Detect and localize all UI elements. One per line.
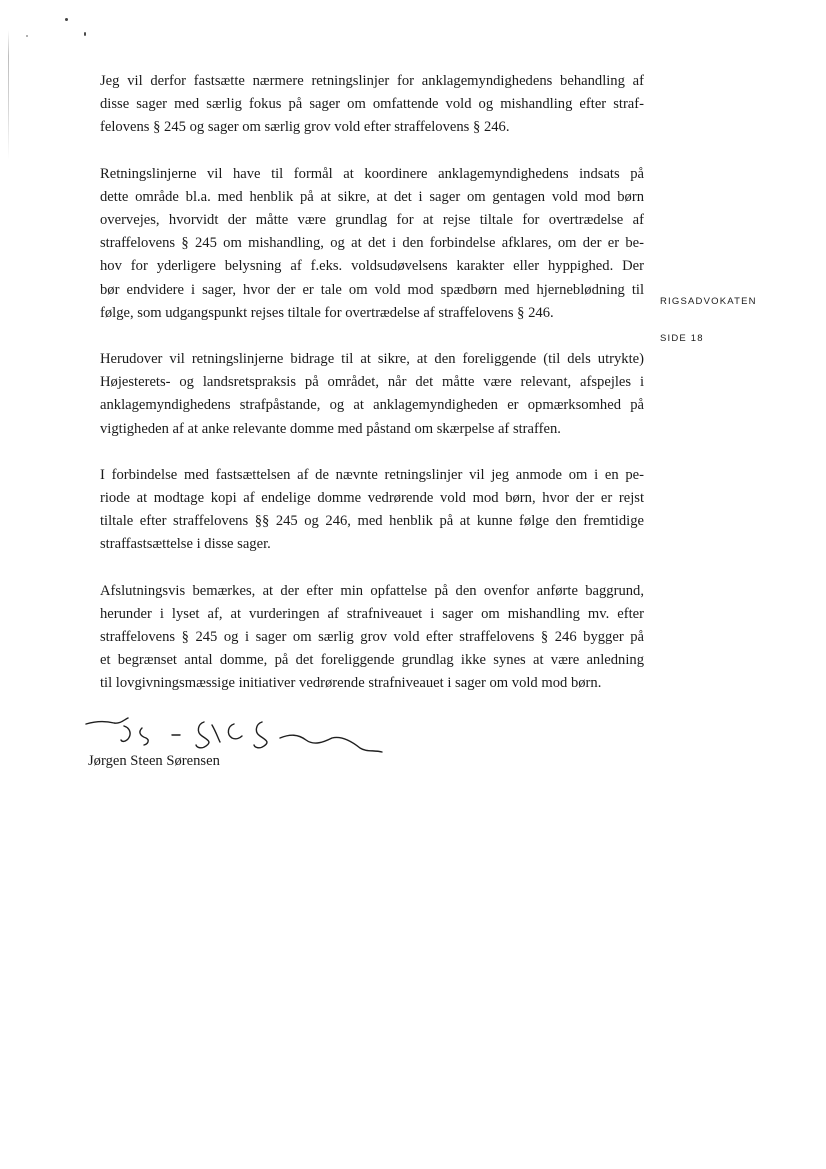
text-line: I forbindelse med fastsættelsen af de nævnte retningslinjer vil jeg anmode om i en pe- <box>100 466 644 483</box>
paragraph-3 <box>100 348 644 441</box>
text-line: Jeg vil derfor fastsætte nærmere retningslinjer for anklagemyndighedens behandling af <box>100 73 644 89</box>
text-line: straffastsættelse i disse sager. <box>100 536 271 553</box>
paragraph-1 <box>100 70 644 140</box>
scan-speck <box>65 18 68 21</box>
text-line: herunder i lyset af, at vurderingen af strafniveauet i sager om mishandling mv. efter <box>100 605 644 622</box>
text-line: anklagemyndighedens strafpåstande, og at anklagemyndigheden er opmærksomhed på <box>100 397 644 414</box>
text-line: til lovgivningsmæssige initiativer vedrørende strafniveauet i sager om vold mod børn. <box>100 675 602 692</box>
scan-edge-mark <box>8 30 9 160</box>
text-line: følge, som udgangspunkt rejses tiltale for overtrædelse af straffelovens § 246. <box>100 304 554 321</box>
page-number-label: SIDE 18 <box>660 333 704 344</box>
text-line: Højesterets- og landsretspraksis på området, når det måtte være relevant, afspejles i <box>100 374 644 391</box>
paragraph-4 <box>100 464 644 557</box>
text-line: hov for yderligere belysning af f.eks. voldsudøvelsens karakter eller hyppighed. Der <box>100 258 644 275</box>
letterhead-organization: RIGSADVOKATEN <box>660 296 757 307</box>
paragraph-5 <box>100 580 644 696</box>
text-line: straffelovens § 245 om mishandling, og at det i den forbindelse afklares, om der er be- <box>100 235 644 252</box>
text-line: Afslutningsvis bemærkes, at der efter min opfattelse på den ovenfor anførte baggrund, <box>100 582 644 599</box>
text-line: Retningslinjerne vil have til formål at koordinere anklagemyndighedens indsats på <box>100 165 644 182</box>
text-line: felovens § 245 og sager om særlig grov vold efter straffelovens § 246. <box>100 119 510 136</box>
text-line: riode at modtage kopi af endelige domme vedrørende vold mod børn, hvor der er rejst <box>100 490 644 507</box>
paragraph-2 <box>100 163 644 325</box>
text-line: disse sager med særlig fokus på sager om omfattende vold og mishandling efter straf- <box>100 96 644 113</box>
letter-body <box>100 70 644 719</box>
text-line: bør endvidere i sager, hvor der er tale om vold mod spædbørn med hjerneblødning til <box>100 281 644 298</box>
scan-speck <box>84 32 86 36</box>
text-line: tiltale efter straffelovens §§ 245 og 246, med henblik på at kunne følge den fremtidige <box>100 513 644 530</box>
signer-name: Jørgen Steen Sørensen <box>88 753 220 769</box>
text-line: vigtigheden af at anke relevante domme med påstand om skærpelse af straffen. <box>100 420 561 437</box>
text-line: et begrænset antal domme, på det foreliggende grundlag ikke synes at være anledning <box>100 652 644 669</box>
text-line: straffelovens § 245 og i sager om særlig grov vold efter straffelovens § 246 bygger på <box>100 629 644 646</box>
text-line: dette område bl.a. med henblik på at sikre, at det i sager om gentagen vold mod børn <box>100 188 644 205</box>
scan-speck <box>26 35 28 37</box>
text-line: overvejes, hvorvidt der måtte være grundlag for at rejse tiltale for overtrædelse af <box>100 212 644 229</box>
text-line: Herudover vil retningslinjerne bidrage til at sikre, at den foreliggende (til dels utrykte) <box>100 351 644 368</box>
